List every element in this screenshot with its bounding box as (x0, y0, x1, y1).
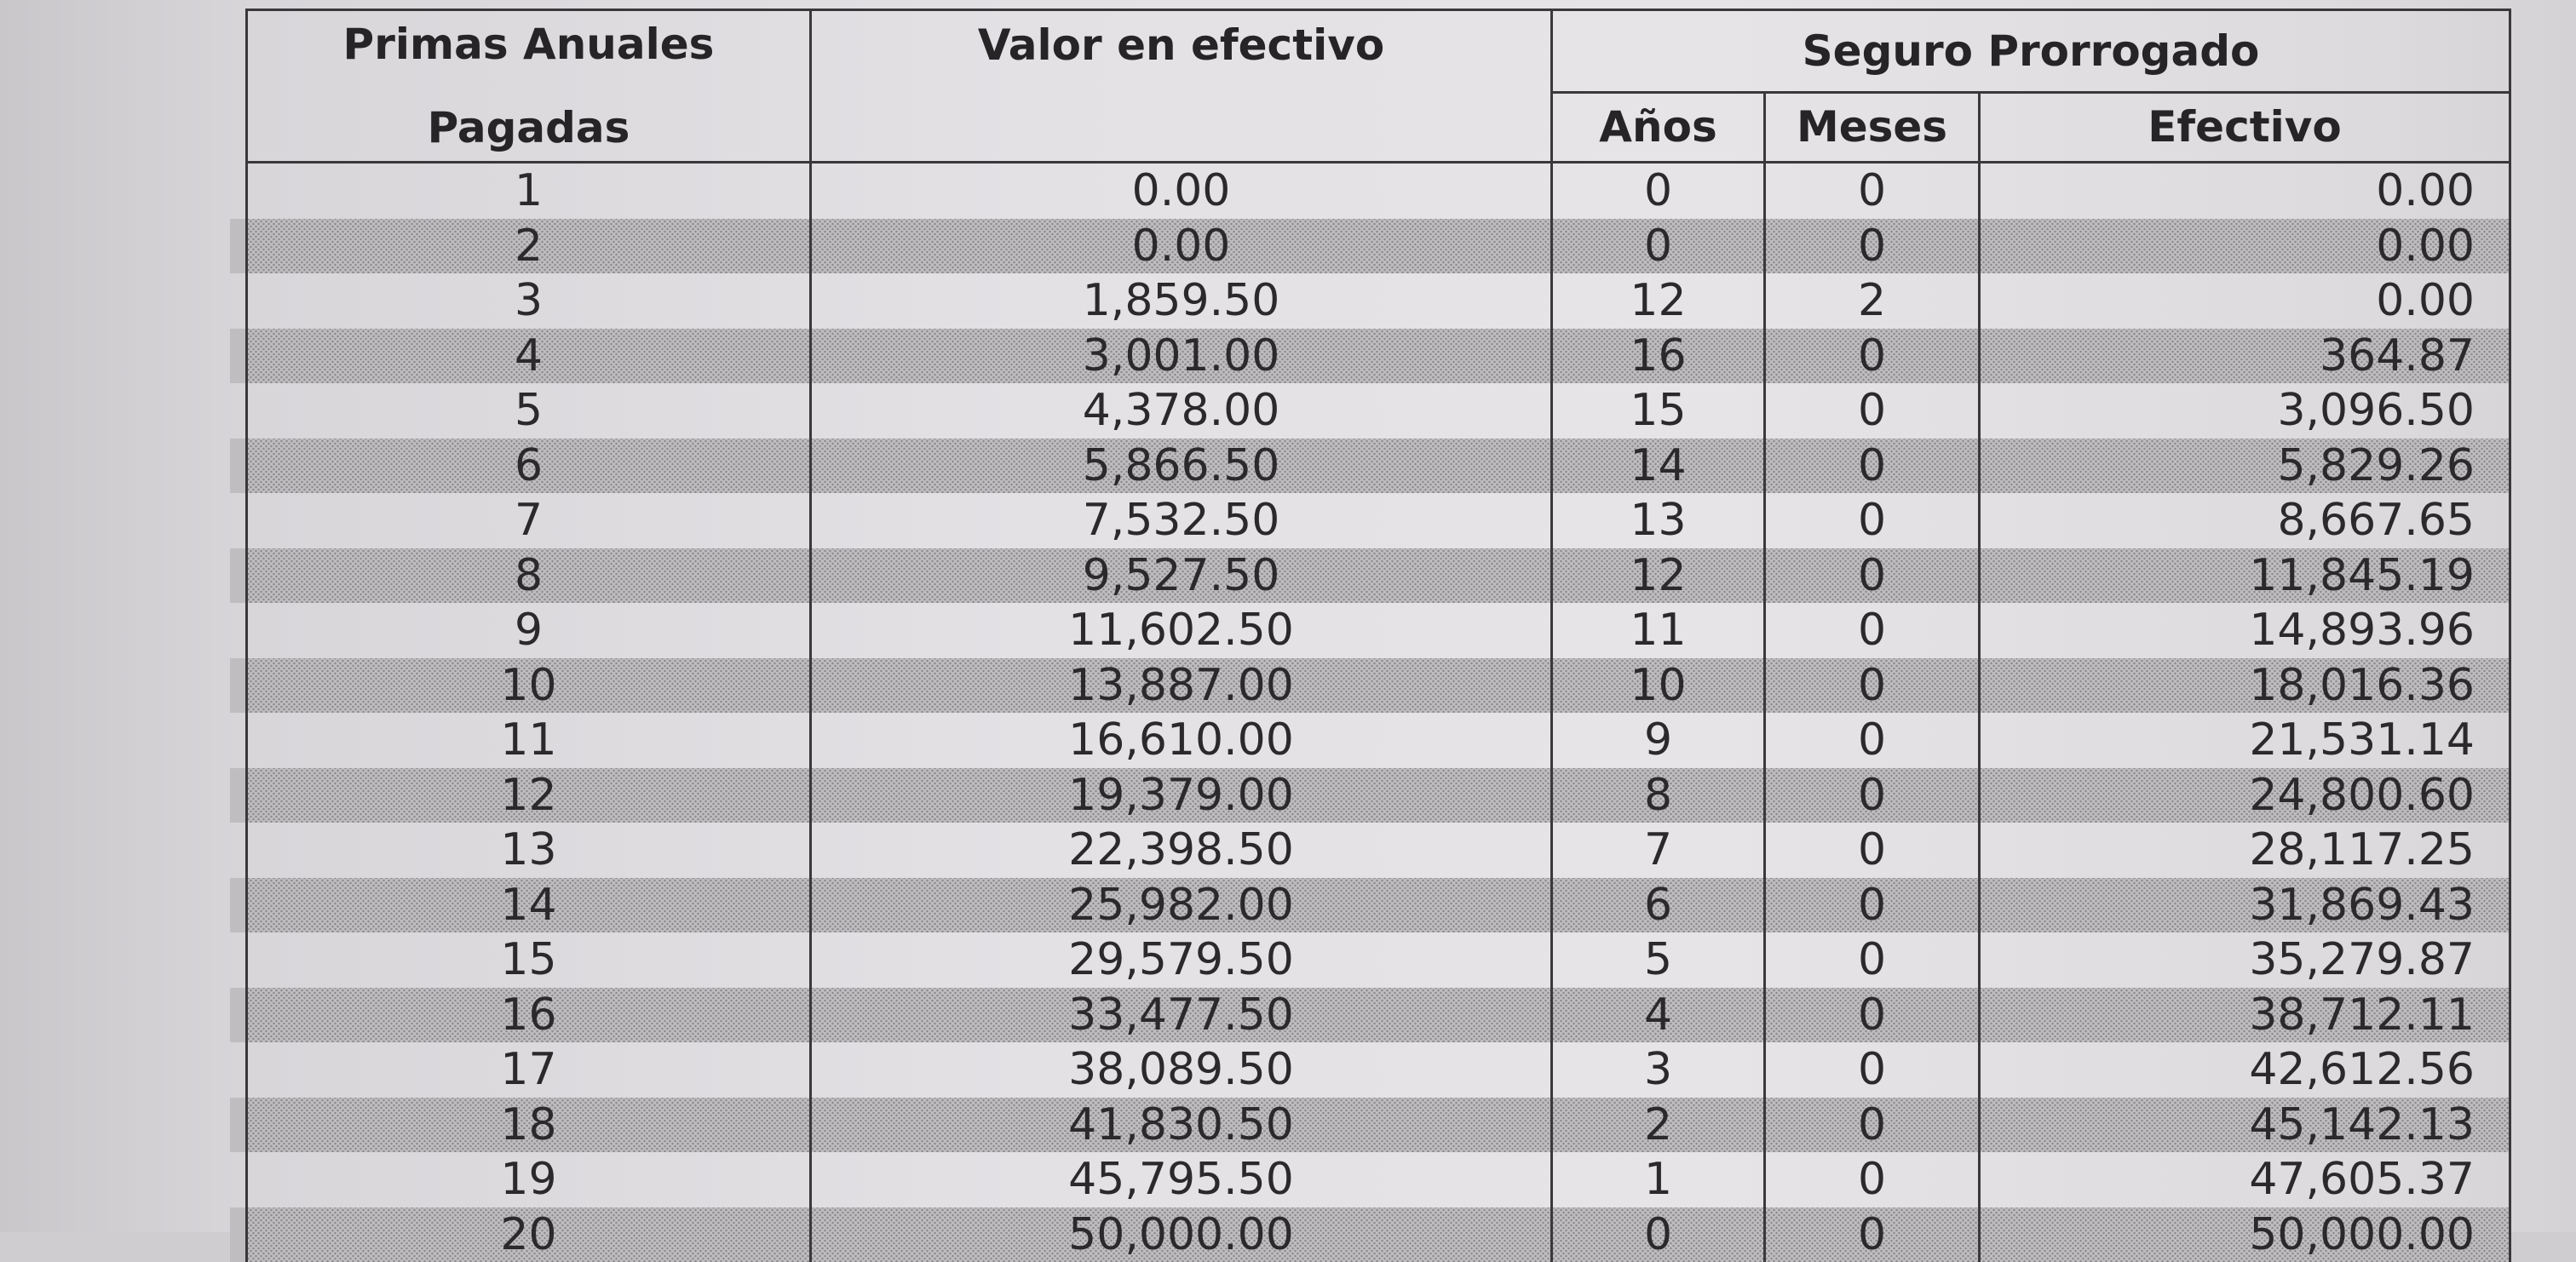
table-row (247, 439, 2510, 494)
cell-primas: 20 (247, 1208, 811, 1262)
cell-meses: 0 (1765, 603, 1980, 658)
cell-meses: 0 (1765, 329, 1980, 384)
table-header (247, 10, 2510, 163)
header-valor-en-efectivo: Valor en efectivo (811, 10, 1552, 163)
cell-primas: 19 (247, 1152, 811, 1208)
cell-primas: 4 (247, 329, 811, 384)
cell-meses: 0 (1765, 383, 1980, 439)
cell-primas: 7 (247, 493, 811, 548)
cell-valor-en-efectivo: 0.00 (811, 219, 1552, 274)
cell-anios: 1 (1552, 1152, 1765, 1208)
cell-anios: 0 (1552, 163, 1765, 219)
cell-meses: 0 (1765, 1208, 1980, 1262)
cell-primas: 5 (247, 383, 811, 439)
cell-valor-en-efectivo: 1,859.50 (811, 273, 1552, 329)
cell-valor-en-efectivo: 41,830.50 (811, 1098, 1552, 1153)
cell-anios: 12 (1552, 273, 1765, 329)
cell-anios: 7 (1552, 823, 1765, 878)
cell-valor-en-efectivo: 45,795.50 (811, 1152, 1552, 1208)
cell-primas: 14 (247, 878, 811, 933)
cell-valor-en-efectivo: 7,532.50 (811, 493, 1552, 548)
cell-valor-en-efectivo: 22,398.50 (811, 823, 1552, 878)
cell-meses: 0 (1765, 1098, 1980, 1153)
header-primas-line1: Primas Anuales (248, 19, 809, 70)
cell-anios: 5 (1552, 932, 1765, 988)
cell-anios: 13 (1552, 493, 1765, 548)
table-row (247, 932, 2510, 988)
cell-meses: 0 (1765, 1152, 1980, 1208)
cell-meses: 2 (1765, 273, 1980, 329)
cell-valor-en-efectivo: 13,887.00 (811, 658, 1552, 714)
cell-meses: 0 (1765, 493, 1980, 548)
cell-efectivo: 364.87 (1980, 329, 2510, 384)
cell-efectivo: 5,829.26 (1980, 439, 2510, 494)
cell-efectivo: 50,000.00 (1980, 1208, 2510, 1262)
cell-primas: 8 (247, 548, 811, 604)
header-seguro-prorrogado: Seguro Prorrogado (1552, 10, 2510, 93)
cell-meses: 0 (1765, 163, 1980, 219)
cell-valor-en-efectivo: 19,379.00 (811, 768, 1552, 823)
cell-valor-en-efectivo: 29,579.50 (811, 932, 1552, 988)
table-row (247, 1098, 2510, 1153)
cell-primas: 13 (247, 823, 811, 878)
cell-primas: 12 (247, 768, 811, 823)
header-efectivo: Efectivo (1980, 92, 2510, 162)
cell-meses: 0 (1765, 439, 1980, 494)
cell-efectivo: 38,712.11 (1980, 988, 2510, 1043)
table-row (247, 603, 2510, 658)
cell-valor-en-efectivo: 25,982.00 (811, 878, 1552, 933)
cell-valor-en-efectivo: 3,001.00 (811, 329, 1552, 384)
cell-efectivo: 0.00 (1980, 273, 2510, 329)
cell-valor-en-efectivo: 16,610.00 (811, 713, 1552, 768)
table-row (247, 219, 2510, 274)
cell-primas: 9 (247, 603, 811, 658)
cell-anios: 11 (1552, 603, 1765, 658)
cell-anios: 10 (1552, 658, 1765, 714)
header-primas-line2: Pagadas (248, 102, 809, 153)
cell-meses: 0 (1765, 768, 1980, 823)
insurance-values-table-wrapper (245, 9, 2511, 1262)
cell-anios: 14 (1552, 439, 1765, 494)
cell-primas: 11 (247, 713, 811, 768)
table-row (247, 1152, 2510, 1208)
cell-meses: 0 (1765, 988, 1980, 1043)
cell-valor-en-efectivo: 38,089.50 (811, 1042, 1552, 1098)
cell-anios: 9 (1552, 713, 1765, 768)
cell-efectivo: 3,096.50 (1980, 383, 2510, 439)
cell-efectivo: 11,845.19 (1980, 548, 2510, 604)
cell-primas: 2 (247, 219, 811, 274)
cell-meses: 0 (1765, 1042, 1980, 1098)
cell-meses: 0 (1765, 713, 1980, 768)
cell-meses: 0 (1765, 548, 1980, 604)
table-row (247, 273, 2510, 329)
cell-anios: 15 (1552, 383, 1765, 439)
cell-efectivo: 0.00 (1980, 219, 2510, 274)
cell-valor-en-efectivo: 11,602.50 (811, 603, 1552, 658)
cell-efectivo: 47,605.37 (1980, 1152, 2510, 1208)
cell-primas: 6 (247, 439, 811, 494)
cell-valor-en-efectivo: 4,378.00 (811, 383, 1552, 439)
cell-efectivo: 24,800.60 (1980, 768, 2510, 823)
cell-efectivo: 18,016.36 (1980, 658, 2510, 714)
cell-anios: 8 (1552, 768, 1765, 823)
cell-valor-en-efectivo: 50,000.00 (811, 1208, 1552, 1262)
cell-primas: 10 (247, 658, 811, 714)
cell-efectivo: 42,612.56 (1980, 1042, 2510, 1098)
cell-efectivo: 35,279.87 (1980, 932, 2510, 988)
cell-primas: 17 (247, 1042, 811, 1098)
cell-efectivo: 28,117.25 (1980, 823, 2510, 878)
cell-primas: 18 (247, 1098, 811, 1153)
cell-anios: 0 (1552, 1208, 1765, 1262)
table-row (247, 713, 2510, 768)
header-meses: Meses (1765, 92, 1980, 162)
header-primas-anuales-pagadas (247, 10, 811, 163)
table-row (247, 878, 2510, 933)
table-row (247, 658, 2510, 714)
cell-valor-en-efectivo: 5,866.50 (811, 439, 1552, 494)
cell-valor-en-efectivo: 33,477.50 (811, 988, 1552, 1043)
table-body (247, 163, 2510, 1262)
table-row (247, 383, 2510, 439)
cell-meses: 0 (1765, 219, 1980, 274)
cell-efectivo: 0.00 (1980, 163, 2510, 219)
cell-efectivo: 21,531.14 (1980, 713, 2510, 768)
cell-efectivo: 45,142.13 (1980, 1098, 2510, 1153)
table-row (247, 329, 2510, 384)
cell-primas: 3 (247, 273, 811, 329)
cell-primas: 16 (247, 988, 811, 1043)
table-row (247, 988, 2510, 1043)
table-row (247, 548, 2510, 604)
cell-anios: 16 (1552, 329, 1765, 384)
cell-meses: 0 (1765, 823, 1980, 878)
cell-primas: 15 (247, 932, 811, 988)
table-row (247, 1042, 2510, 1098)
header-anios: Años (1552, 92, 1765, 162)
cell-anios: 2 (1552, 1098, 1765, 1153)
cell-meses: 0 (1765, 932, 1980, 988)
cell-primas: 1 (247, 163, 811, 219)
cell-efectivo: 31,869.43 (1980, 878, 2510, 933)
table-row (247, 1208, 2510, 1262)
cell-anios: 12 (1552, 548, 1765, 604)
insurance-values-table (245, 9, 2511, 1262)
cell-valor-en-efectivo: 0.00 (811, 163, 1552, 219)
cell-anios: 3 (1552, 1042, 1765, 1098)
cell-efectivo: 8,667.65 (1980, 493, 2510, 548)
cell-valor-en-efectivo: 9,527.50 (811, 548, 1552, 604)
table-row (247, 163, 2510, 219)
table-row (247, 823, 2510, 878)
cell-anios: 6 (1552, 878, 1765, 933)
cell-anios: 4 (1552, 988, 1765, 1043)
table-row (247, 493, 2510, 548)
cell-meses: 0 (1765, 658, 1980, 714)
table-row (247, 768, 2510, 823)
cell-meses: 0 (1765, 878, 1980, 933)
cell-efectivo: 14,893.96 (1980, 603, 2510, 658)
cell-anios: 0 (1552, 219, 1765, 274)
